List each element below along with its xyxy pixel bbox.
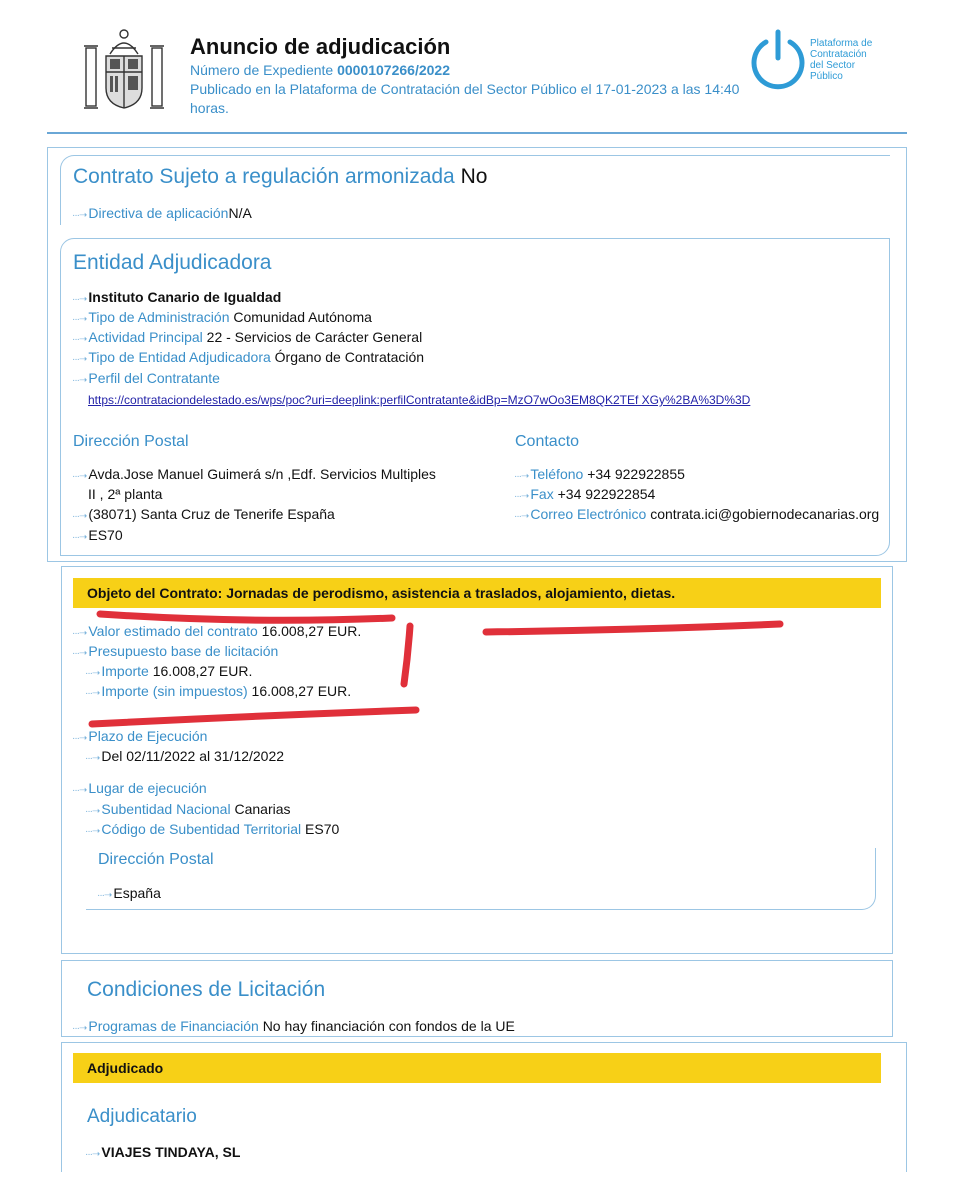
expediente-label: Número de Expediente — [190, 62, 334, 78]
lugar-row: ···➝ Lugar de ejecución — [72, 780, 207, 796]
arrow-bullet-icon: ···➝ — [85, 1149, 100, 1160]
adjudicatario-row: ···➝ VIAJES TINDAYA, SL — [85, 1144, 241, 1160]
platform-logo-line: del Sector — [810, 60, 856, 71]
importe-row: ···➝ Importe 16.008,27 EUR. — [85, 663, 253, 679]
arrow-bullet-icon: ···➝ — [72, 314, 87, 325]
arrow-bullet-icon: ···➝ — [97, 890, 112, 901]
platform-logo-line: Contratación — [810, 49, 867, 60]
entidad-heading: Entidad Adjudicadora — [73, 251, 272, 274]
armonizada-heading: Contrato Sujeto a regulación armonizada No — [73, 165, 488, 188]
valor-row: ···➝ Valor estimado del contrato 16.008,27 EUR. — [72, 623, 362, 639]
perfil-contratante-link[interactable]: https://contrataciondelestado.es/wps/poc?uri=deeplink:perfilContratante&idBp=MzO7wOo3EM8QK2TEf XGy%2BA%3D%3D — [88, 393, 751, 407]
armonizada-value: No — [460, 165, 488, 188]
codigo-row: ···➝ Código de Subentidad Territorial ES70 — [85, 821, 340, 837]
presupuesto-row: ···➝ Presupuesto base de licitación — [72, 643, 279, 659]
arrow-bullet-icon: ···➝ — [514, 491, 529, 502]
lugar-direccion-heading: Dirección Postal — [98, 851, 214, 868]
header-divider — [47, 132, 907, 134]
entidad-name-row: ···➝ Instituto Canario de Igualdad — [72, 289, 282, 305]
platform-logo-line: Público — [810, 71, 843, 82]
adjudicado-title-bar: Adjudicado — [73, 1053, 881, 1083]
direccion-line: ···➝ ES70 — [72, 527, 123, 543]
arrow-bullet-icon: ···➝ — [72, 733, 87, 744]
arrow-bullet-icon: ···➝ — [72, 785, 87, 796]
actividad-row: ···➝ Actividad Principal 22 - Servicios de Carácter General — [72, 329, 423, 345]
subentidad-row: ···➝ Subentidad Nacional Canarias — [85, 801, 291, 817]
power-symbol-icon — [748, 28, 808, 94]
perfil-row: ···➝ Perfil del Contratante — [72, 370, 220, 386]
arrow-bullet-icon: ···➝ — [72, 532, 87, 543]
expediente-number: 0000107266/2022 — [337, 62, 450, 78]
adjudicatario-heading: Adjudicatario — [87, 1106, 197, 1127]
arrow-bullet-icon: ···➝ — [85, 668, 100, 679]
platform-logo-line: Plataforma de — [810, 38, 873, 49]
tipo-entidad-row: ···➝ Tipo de Entidad Adjudicadora Órgano de Contratación — [72, 349, 425, 365]
telefono-row: ···➝ Teléfono +34 922922855 — [514, 466, 685, 482]
email-row: ···➝ Correo Electrónico contrata.ici@gobiernodecanarias.org — [514, 506, 880, 522]
directiva-row: ···➝ Directiva de aplicaciónN/A — [72, 205, 252, 221]
arrow-bullet-icon: ···➝ — [72, 628, 87, 639]
arrow-bullet-icon: ···➝ — [72, 294, 87, 305]
direccion-line: II , 2ª planta — [88, 486, 163, 502]
arrow-bullet-icon: ···➝ — [72, 210, 87, 221]
arrow-bullet-icon: ···➝ — [85, 806, 100, 817]
condiciones-heading: Condiciones de Licitación — [87, 978, 326, 1001]
page-title: Anuncio de adjudicación — [190, 34, 451, 59]
expediente-line — [190, 62, 450, 78]
arrow-bullet-icon: ···➝ — [85, 753, 100, 764]
direccion-line: ···➝ (38071) Santa Cruz de Tenerife España — [72, 506, 335, 522]
arrow-bullet-icon: ···➝ — [72, 375, 87, 386]
direccion-postal-heading: Dirección Postal — [73, 433, 189, 450]
arrow-bullet-icon: ···➝ — [85, 688, 100, 699]
platform-logo — [748, 28, 888, 98]
arrow-bullet-icon: ···➝ — [72, 354, 87, 365]
tipo-admin-row: ···➝ Tipo de Administración Comunidad Autónoma — [72, 309, 372, 325]
plazo-value-row: ···➝ Del 02/11/2022 al 31/12/2022 — [85, 748, 285, 764]
arrow-bullet-icon: ···➝ — [85, 826, 100, 837]
arrow-bullet-icon: ···➝ — [514, 511, 529, 522]
contacto-heading: Contacto — [515, 433, 580, 450]
arrow-bullet-icon: ···➝ — [72, 648, 87, 659]
arrow-bullet-icon: ···➝ — [72, 334, 87, 345]
lugar-direccion-row: ···➝ España — [97, 885, 161, 901]
coat-of-arms-icon — [80, 26, 168, 116]
published-text: Publicado en la Plataforma de Contratación del Sector Público el 17-01-2023 a las 14:40 horas. — [190, 81, 740, 116]
plazo-row: ···➝ Plazo de Ejecución — [72, 728, 208, 744]
arrow-bullet-icon: ···➝ — [514, 471, 529, 482]
arrow-bullet-icon: ···➝ — [72, 471, 87, 482]
arrow-bullet-icon: ···➝ — [72, 511, 87, 522]
perfil-link-row — [88, 390, 750, 409]
objeto-title-bar: Objeto del Contrato: Jornadas de perodismo, asistencia a traslados, alojamiento, dietas. — [73, 578, 881, 608]
fax-row: ···➝ Fax +34 922922854 — [514, 486, 656, 502]
importe-sin-row: ···➝ Importe (sin impuestos) 16.008,27 EUR. — [85, 683, 352, 699]
programas-row: ···➝ Programas de Financiación No hay financiación con fondos de la UE — [72, 1018, 515, 1034]
direccion-line: ···➝ Avda.Jose Manuel Guimerá s/n ,Edf. Servicios Multiples — [72, 466, 436, 482]
arrow-bullet-icon: ···➝ — [72, 1023, 87, 1034]
